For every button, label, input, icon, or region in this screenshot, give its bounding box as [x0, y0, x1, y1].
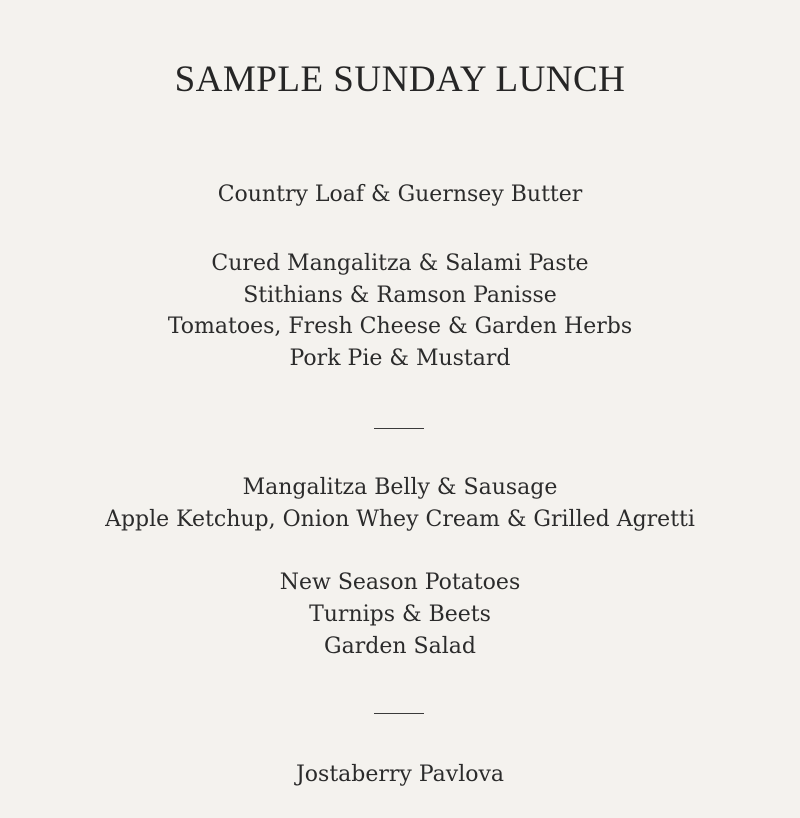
menu-item: Turnips & Beets — [309, 602, 491, 627]
menu-item: Mangalitza Belly & Sausage — [242, 475, 558, 500]
menu-item: Apple Ketchup, Onion Whey Cream & Grilled Agretti — [105, 507, 695, 532]
menu-item: Cured Mangalitza & Salami Paste — [211, 251, 589, 276]
menu-item: Tomatoes, Fresh Cheese & Garden Herbs — [167, 314, 633, 339]
menu-item: Pork Pie & Mustard — [289, 346, 511, 371]
menu-item: Garden Salad — [324, 634, 476, 659]
menu-title: SAMPLE SUNDAY LUNCH — [174, 59, 626, 100]
menu-item: New Season Potatoes — [279, 570, 521, 595]
menu-item: Stithians & Ramson Panisse — [243, 283, 557, 308]
menu-item: Country Loaf & Guernsey Butter — [217, 182, 583, 207]
course-divider — [374, 713, 424, 714]
menu-item: Jostaberry Pavlova — [295, 762, 505, 787]
course-divider — [374, 428, 424, 429]
